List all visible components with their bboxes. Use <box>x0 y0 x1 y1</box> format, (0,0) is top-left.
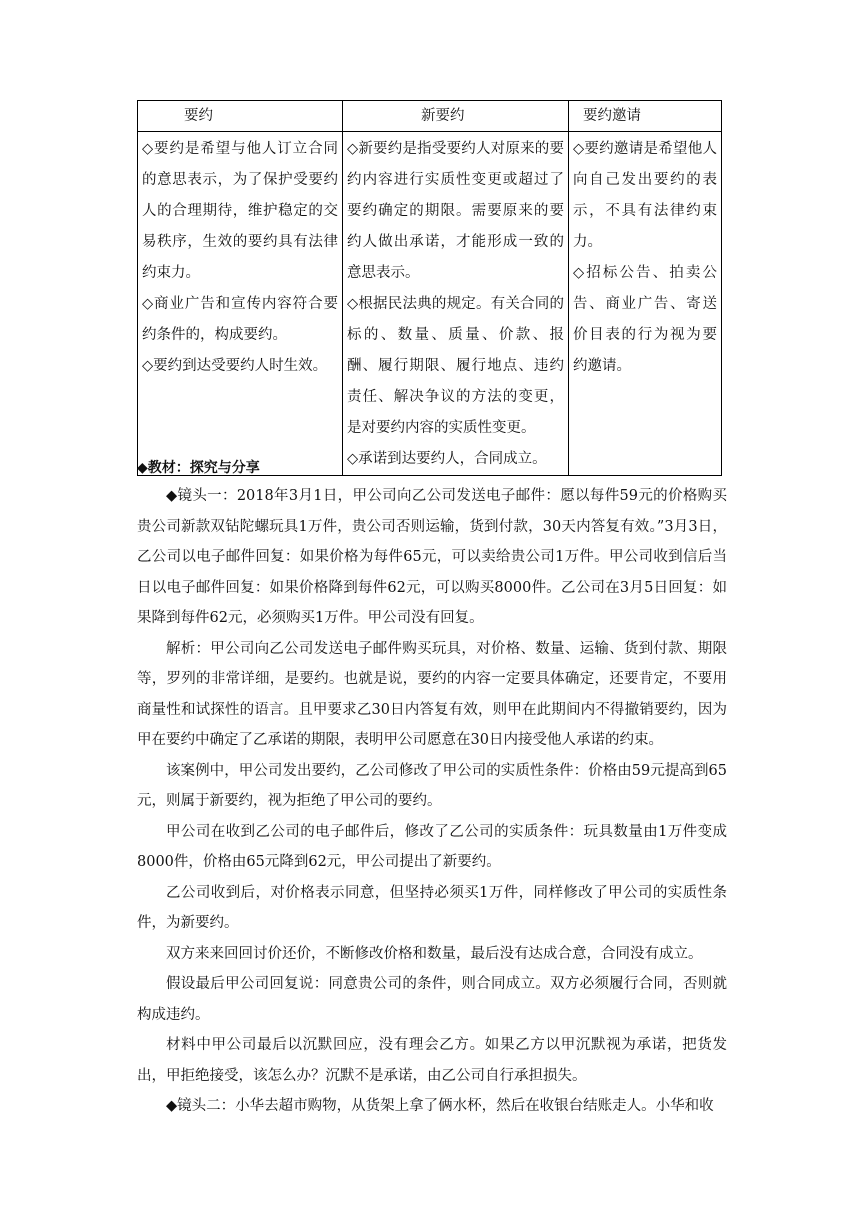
table-row <box>138 132 722 476</box>
header-offer: 要约 <box>138 101 343 132</box>
cell-new-offer <box>343 132 569 476</box>
cell-text: ◇要约邀请是希望他人向自己发出要约的表示，不具有法律约束力。 <box>573 141 717 250</box>
cell-offer <box>138 132 343 476</box>
cell-text: ◇商业广告和宣传内容符合要约条件的，构成要约。 <box>142 296 338 343</box>
cell-text: ◇新要约是指受要约人对原来的要约内容进行实质性变更或超过了要约确定的期限。需要原来的要约人做出承诺，才能形成一致的意思表示。 <box>347 141 564 281</box>
header-new-offer: 新要约 <box>343 101 569 132</box>
paragraph: 甲公司在收到乙公司的电子邮件后，修改了乙公司的实质条件：玩具数量由1万件变成8000件，价格由65元降到62元，甲公司提出了新要约。 <box>137 823 727 870</box>
header-invitation-to-offer: 要约邀请 <box>569 101 722 132</box>
body-text <box>137 455 727 1122</box>
cell-text: ◇要约是希望与他人订立合同的意思表示，为了保护受要约人的合理期待，维护稳定的交易秩序，生效的要约具有法律约束力。 <box>142 141 338 281</box>
paragraph: 乙公司收到后，对价格表示同意，但坚持必须买1万件，同样修改了甲公司的实质性条件，为新要约。 <box>137 884 727 931</box>
cell-text: ◇承诺到达要约人，合同成立。 <box>347 451 547 467</box>
section-heading: ◆教材：探究与分享 <box>137 460 260 476</box>
paragraph: 双方来来回回讨价还价，不断修改价格和数量，最后没有达成合意，合同没有成立。 <box>166 945 703 962</box>
cell-text: ◇要约到达受要约人时生效。 <box>142 358 328 374</box>
paragraph-scene-one: ◆镜头一：2018年3月1日，甲公司向乙公司发送电子邮件：愿以每件59元的价格购买贵公司新款双钻陀螺玩具1万件，贵公司否则运输，货到付款，30天内答复有效。”3月3日，乙公司以电子邮件回复：如果价格为每件65元，可以卖给贵公司1万件。甲公司收到信后当日以电子邮件回复：如果价格降到每件62元，可以购买8000件。乙公司在3月5日回复：如果降到每件62元，必须购买1万件。甲公司没有回复。 <box>137 488 727 626</box>
cell-invitation-to-offer <box>569 132 722 476</box>
table-header-row <box>138 101 722 132</box>
cell-text: ◇招标公告、拍卖公告、商业广告、寄送价目表的行为视为要约邀请。 <box>573 265 717 374</box>
paragraph-analysis: 解析：甲公司向乙公司发送电子邮件购买玩具，对价格、数量、运输、货到付款、期限等，罗列的非常详细，是要约。也就是说，要约的内容一定要具体确定，还要肯定，不要用商量性和试探性的语言。且甲要求乙30日内答复有效，则甲在此期间内不得撤销要约，因为甲在要约中确定了乙承诺的期限，表明甲公司愿意在30日内接受他人承诺的约束。 <box>137 640 727 748</box>
paragraph: 该案例中，甲公司发出要约，乙公司修改了甲公司的实质性条件：价格由59元提高到65元，则属于新要约，视为拒绝了甲公司的要约。 <box>137 762 727 809</box>
paragraph: 假设最后甲公司回复说：同意贵公司的条件，则合同成立。双方必须履行合同，否则就构成违约。 <box>137 976 727 1023</box>
paragraph-scene-two: ◆镜头二：小华去超市购物，从货架上拿了俩水杯，然后在收银台结账走人。小华和收 <box>166 1098 714 1114</box>
paragraph: 材料中甲公司最后以沉默回应，没有理会乙方。如果乙方以甲沉默视为承诺，把货发出，甲拒绝接受，该怎么办？沉默不是承诺，由乙公司自行承担损失。 <box>137 1037 727 1084</box>
cell-text: ◇根据民法典的规定。有关合同的标的、数量、质量、价款、报酬、履行期限、履行地点、违约责任、解决争议的方法的变更，是对要约内容的实质性变更。 <box>347 296 564 436</box>
comparison-table <box>137 100 722 476</box>
